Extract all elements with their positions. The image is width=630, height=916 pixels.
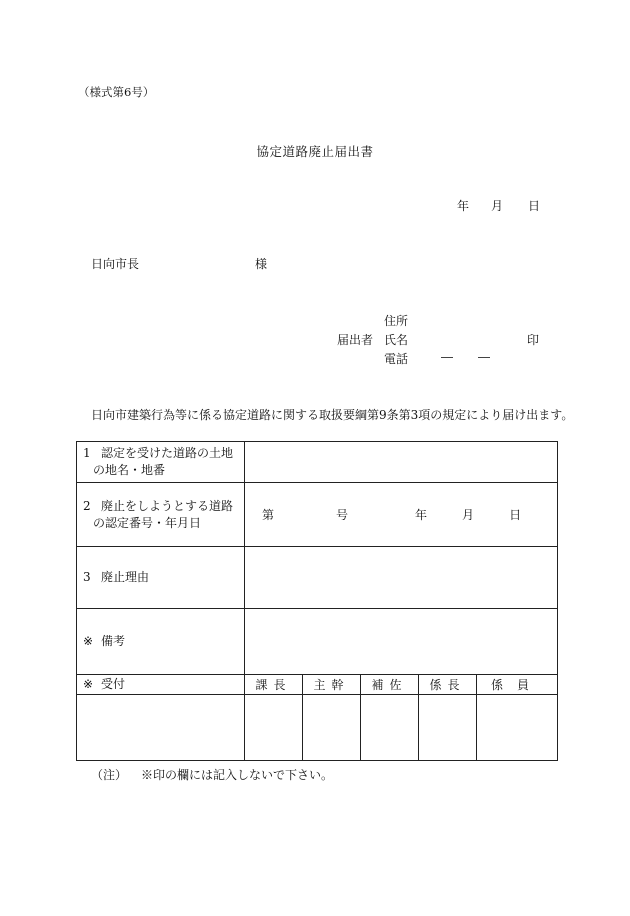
phone-label: 電話 [384, 352, 409, 366]
phone-dash: ― [441, 350, 453, 364]
row-label-land-location: 1 認定を受けた道路の土地 の地名・地番 [77, 442, 245, 483]
approval-col-header: 係長 [419, 675, 477, 695]
footnote-text: ※印の欄には記入しないで下さい。 [141, 768, 334, 782]
addressee-name: 日向市長 [91, 257, 140, 271]
date-year-label: 年 [457, 199, 470, 213]
row-label-abolition-reason: 3 廃止理由 [77, 547, 245, 609]
row-label-remarks: ※ 備考 [77, 609, 245, 675]
declaration-statement: 日向市建築行為等に係る協定道路に関する取扱要綱第9条第3項の規定により届け出ます。 [91, 408, 574, 422]
land-location-field[interactable] [245, 442, 558, 483]
date-month-label: 月 [491, 199, 504, 213]
table-row [77, 675, 558, 695]
date-day-label: 日 [528, 199, 541, 213]
approval-stamp-cell [419, 695, 477, 761]
seal-mark: 印 [527, 333, 540, 347]
cert-year-label: 年 [415, 508, 428, 522]
document-title: 協定道路廃止届出書 [256, 144, 374, 159]
notification-form-table [76, 441, 558, 761]
go-label: 号 [336, 508, 349, 522]
approval-col-header: 課長 [245, 675, 303, 695]
dai-label: 第 [262, 508, 275, 522]
name-label: 氏名 [384, 333, 409, 347]
row-label-certification: 2 廃止をしようとする道路 の認定番号・年月日 [77, 483, 245, 547]
reception-stamp-cell [77, 695, 245, 761]
approval-stamp-cell [245, 695, 303, 761]
row-label-reception: ※ 受付 [77, 675, 245, 695]
table-row [77, 547, 558, 609]
approval-col-header: 補佐 [361, 675, 419, 695]
form-number: （様式第6号） [78, 85, 155, 99]
abolition-reason-field[interactable] [245, 547, 558, 609]
table-row [77, 609, 558, 675]
approval-stamp-cell [303, 695, 361, 761]
footnote-prefix: （注） [91, 768, 128, 782]
phone-dash: ― [478, 350, 490, 364]
table-row [77, 695, 558, 761]
table-row [77, 442, 558, 483]
cert-month-label: 月 [462, 508, 475, 522]
approval-stamp-cell [477, 695, 558, 761]
approval-col-header: 係員 [477, 675, 558, 695]
remarks-field[interactable] [245, 609, 558, 675]
approval-col-header: 主幹 [303, 675, 361, 695]
notifier-label: 届出者 [337, 333, 374, 347]
address-label: 住所 [384, 314, 409, 328]
table-row [77, 483, 558, 547]
approval-stamp-cell [361, 695, 419, 761]
addressee-honorific: 様 [255, 257, 268, 271]
footnote [91, 766, 333, 783]
certification-number-date-field[interactable] [245, 483, 558, 547]
cert-day-label: 日 [509, 508, 522, 522]
